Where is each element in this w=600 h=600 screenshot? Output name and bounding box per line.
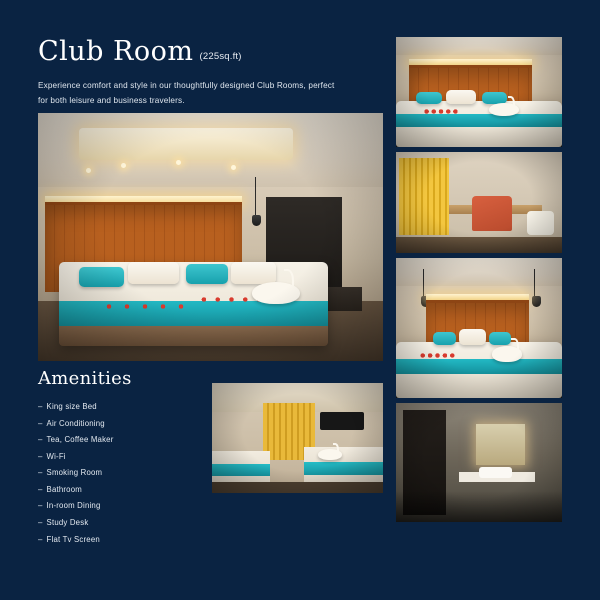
room-description: Experience comfort and style in our thoughtfully designed Club Rooms, perfect for both leisure and business travelers.	[38, 81, 335, 105]
amenities-heading: Amenities	[38, 368, 132, 389]
cove-light	[79, 128, 293, 160]
teal-bed-runner	[212, 464, 270, 476]
teal-bed-runner	[304, 462, 383, 475]
white-pillow	[128, 262, 180, 284]
list-item	[38, 436, 203, 444]
folded-towel	[527, 211, 554, 235]
pendant-lamp-icon	[532, 296, 541, 307]
wash-basin	[479, 467, 512, 478]
teal-pillow	[489, 332, 511, 345]
accent-chair	[472, 196, 512, 230]
amenities-list	[38, 403, 203, 544]
teal-bed-runner	[396, 359, 562, 374]
pendant-lamp-icon	[252, 215, 261, 226]
list-dash: –	[38, 501, 43, 511]
list-item	[38, 469, 203, 477]
flat-tv-screen	[320, 412, 364, 431]
bed-base	[59, 326, 328, 346]
room-area-label: (225sq.ft)	[199, 51, 242, 62]
rose-petals	[423, 109, 460, 114]
rose-petals	[100, 304, 190, 309]
list-item-label: Flat Tv Screen	[46, 534, 100, 544]
teal-pillow	[433, 332, 456, 345]
white-pillow	[231, 262, 276, 284]
list-item	[38, 502, 203, 510]
bed-with-teal-cushions-photo	[396, 37, 562, 147]
floor	[212, 482, 383, 493]
list-item-label: Study Desk	[46, 517, 89, 527]
list-item-label: Wi-Fi	[46, 451, 66, 461]
teal-bed-runner	[59, 301, 328, 326]
twin-room-scene	[212, 383, 383, 493]
list-item-label: King size Bed	[46, 402, 97, 411]
bedroom-scene-wide	[396, 258, 562, 398]
list-item	[38, 453, 203, 461]
bathroom-vanity-photo	[396, 403, 562, 522]
bed-with-swan-towel-art-photo	[396, 258, 562, 398]
list-dash: –	[38, 517, 43, 527]
photo-shadow	[396, 491, 562, 522]
teal-pillow	[186, 264, 227, 284]
pendant-cord	[534, 269, 535, 297]
list-dash: –	[38, 435, 43, 445]
list-item-label: In-room Dining	[46, 501, 101, 511]
white-pillow	[459, 329, 486, 344]
list-dash: –	[38, 418, 43, 428]
list-item	[38, 486, 203, 494]
swan-towel-art	[489, 103, 519, 116]
swan-towel-art	[492, 346, 522, 361]
ceiling-spotlight-icon	[86, 168, 91, 173]
teal-pillow	[416, 92, 443, 104]
room-header	[38, 38, 383, 108]
teal-pillow	[79, 267, 124, 287]
club-room-main-bedroom-photo	[38, 113, 383, 361]
swan-towel-art	[252, 282, 300, 304]
list-item	[38, 519, 203, 527]
bedroom-scene	[38, 113, 383, 361]
desk-scene	[396, 152, 562, 253]
list-dash: –	[38, 484, 43, 494]
pendant-cord	[423, 269, 424, 297]
list-item	[38, 536, 203, 544]
mirror	[476, 424, 526, 464]
bedroom-scene-closeup	[396, 37, 562, 147]
list-dash: –	[38, 468, 43, 478]
list-dash: –	[38, 534, 43, 544]
bathroom-scene	[396, 403, 562, 522]
swan-towel-art	[318, 449, 342, 460]
work-desk-and-chair-photo	[396, 152, 562, 253]
amenities-section	[38, 368, 203, 552]
teal-bed-runner	[396, 114, 562, 127]
white-pillow	[446, 90, 476, 104]
list-item-label: Tea, Coffee Maker	[46, 435, 114, 445]
list-item	[38, 403, 203, 411]
list-item-label: Air Conditioning	[46, 418, 105, 428]
list-item	[38, 420, 203, 428]
floor	[396, 237, 562, 253]
list-item-label: Bathroom	[46, 484, 82, 494]
list-dash: –	[38, 402, 43, 411]
ceiling-spotlight-icon	[121, 163, 126, 168]
ceiling	[396, 258, 562, 289]
yellow-curtain	[399, 158, 449, 235]
title-row	[38, 38, 383, 66]
list-dash: –	[38, 451, 43, 461]
pendant-cord	[255, 177, 256, 217]
list-item-label: Smoking Room	[46, 468, 103, 478]
rose-petals	[419, 353, 456, 358]
page-title: Club Room	[38, 36, 194, 67]
twin-beds-room-photo	[212, 383, 383, 493]
